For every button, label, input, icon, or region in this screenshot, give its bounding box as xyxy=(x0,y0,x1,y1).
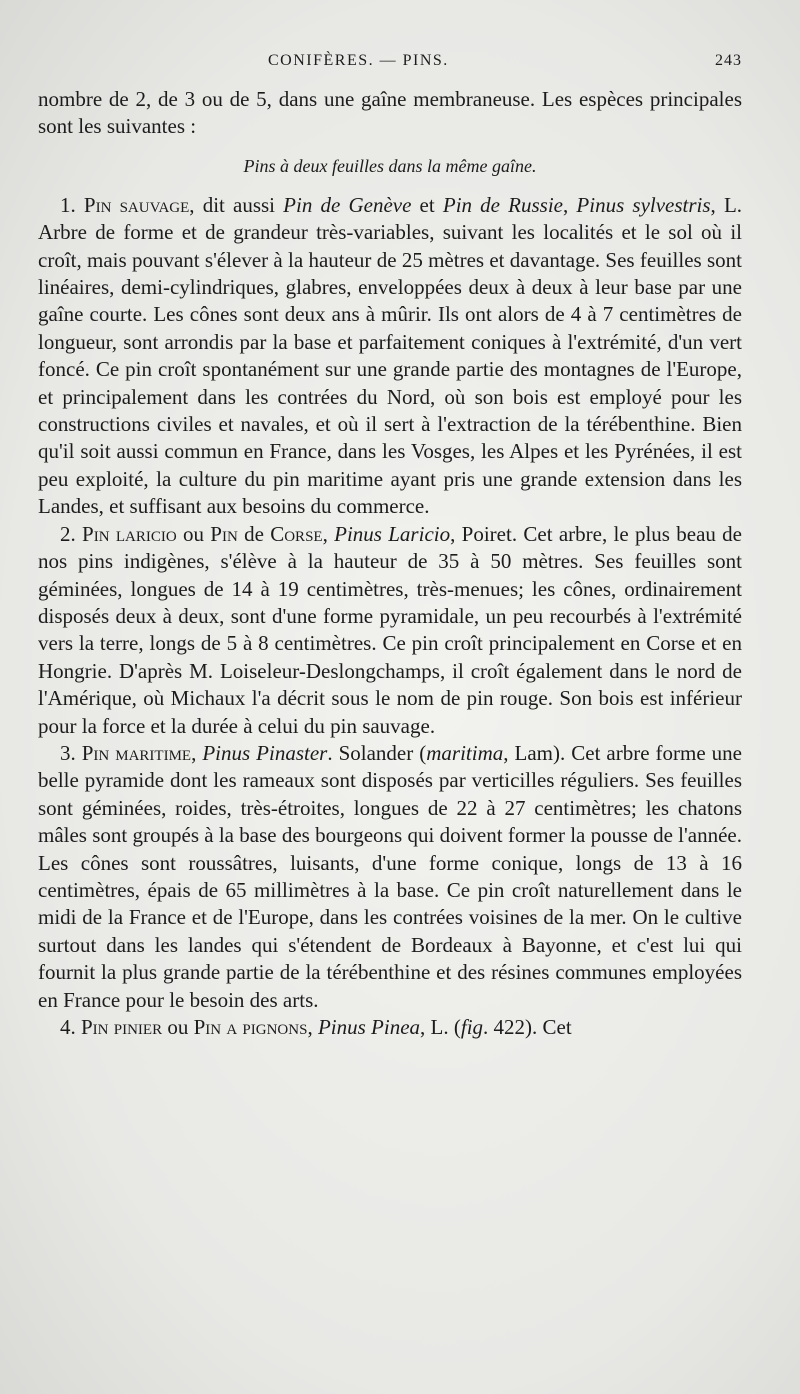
entry-text: ou xyxy=(176,521,211,546)
page-header xyxy=(38,52,742,78)
entry-name: Pin xyxy=(210,521,238,546)
entry-pin-sauvage xyxy=(38,192,742,521)
section-subheading: Pins à deux feuilles dans la même gaîne. xyxy=(243,155,537,176)
intro-paragraph: nombre de 2, de 3 ou de 5, dans une gaîne membraneuse. Les espèces principales sont les suivantes : xyxy=(38,87,742,139)
body-text xyxy=(38,86,742,1041)
latin-name: Pinus Pinaster xyxy=(202,740,328,765)
entry-pin-pinier xyxy=(38,1014,742,1041)
entry-text: ou xyxy=(162,1015,194,1039)
entry-text: , xyxy=(322,521,335,546)
entry-name: Pin laricio xyxy=(82,521,177,546)
entry-text: . Solander ( xyxy=(327,740,427,765)
entry-pin-maritime xyxy=(38,740,742,1014)
latin-name: Pinus Laricio xyxy=(334,521,451,546)
latin-name: Pinus sylvestris xyxy=(576,192,711,217)
entry-text: , dit aussi xyxy=(189,192,284,217)
entry-description: , Lam). Cet arbre forme une belle pyramide dont les rameaux sont disposés par verticilles réguliers. Ses feuilles sont géminées, roides, très-étroites, longues de 22 à 27 centimètres; les chatons mâles sont groupés à la base des bourgeons qui doivent former la pousse de l'année. Les cônes sont roussâtres, luisants, d'une forme conique, longs de 13 à 16 centimètres, épais de 65 millimètres à la base. Ce pin croît naturellement dans le midi de la France et de l'Europe, dans les contrées voisines de la mer. On le cultive surtout dans les landes qui s'étendent de Bordeaux à Bayonne, et c'est lui qui fournit la plus grande partie de la térébenthine et des résines communes employées en France pour le besoin des arts. xyxy=(38,740,742,1012)
figure-reference: fig xyxy=(460,1015,484,1039)
entry-number: 3. xyxy=(60,740,76,765)
entry-text: , L. ( xyxy=(420,1015,461,1039)
latin-name: Pinus Pinea xyxy=(317,1015,421,1039)
page-number: 243 xyxy=(715,52,742,69)
running-title: CONIFÈRES. — PINS. xyxy=(268,52,449,69)
entry-name: Pin sauvage xyxy=(83,192,190,217)
synonym: Pin de Russie xyxy=(442,192,563,217)
entry-text: , xyxy=(307,1015,318,1039)
entry-name: Pin maritime xyxy=(81,740,192,765)
entry-number: 1. xyxy=(60,192,76,217)
entry-description: . 422). Cet xyxy=(483,1015,572,1039)
entry-text: , xyxy=(563,192,577,217)
entry-text: de xyxy=(237,521,271,546)
entry-description: , L. Arbre de forme et de grandeur très-variables, suivant les localités et le sol où il croît, mais pouvant s'élever à la hauteur de 25 mètres et davantage. Ses feuilles sont linéaires, demi-cylindriques, glabres, enveloppées deux à deux à leur base par une gaîne courte. Les cônes sont deux ans à mûrir. Ils ont alors de 4 à 7 centimètres de longueur, sont arrondis par la base et parfaitement coniques à l'extrémité, d'un vert foncé. Ce pin croît spontanément sur une grande partie des montagnes de l'Europe, et principalement dans les contrées du Nord, où son bois est employé pour les constructions civiles et navales, et où il sert à l'extraction de la térébenthine. Bien qu'il soit aussi commun en France, dans les Vosges, les Alpes et les Pyrénées, il est peu exploité, la culture du pin maritime ayant pris une grande extension dans les Landes, et suffisant aux besoins du commerce. xyxy=(38,192,743,519)
synonym: Pin de Genève xyxy=(283,192,412,217)
entry-number: 2. xyxy=(60,521,76,546)
synonym: maritima xyxy=(426,740,504,765)
entry-description: , Poiret. Cet arbre, le plus beau de nos pins indigènes, s'élève à la hauteur de 35 à 50 mètres. Ses feuilles sont géminées, longues de 14 à 19 centimètres, très-menues; les cônes, ordinairement disposés deux à deux, sont d'une forme pyramidale, un peu recourbés à l'extrémité vers la terre, longs de 5 à 8 centimètres. Ce pin croît principalement en Corse et en Hongrie. D'après M. Loiseleur-Deslongchamps, il croît également dans le nord de l'Amérique, où Michaux l'a décrit sous le nom de pin rouge. Son bois est inférieur pour la force et la durée à celui du pin sauvage. xyxy=(38,521,743,738)
entry-text: et xyxy=(411,192,443,217)
entry-text: , xyxy=(191,740,203,765)
entry-name: Pin pinier xyxy=(81,1015,163,1039)
entry-number: 4. xyxy=(60,1015,76,1039)
entry-name: Corse xyxy=(270,521,323,546)
entry-pin-laricio xyxy=(38,521,742,740)
entry-name: Pin a pignons xyxy=(193,1015,308,1039)
